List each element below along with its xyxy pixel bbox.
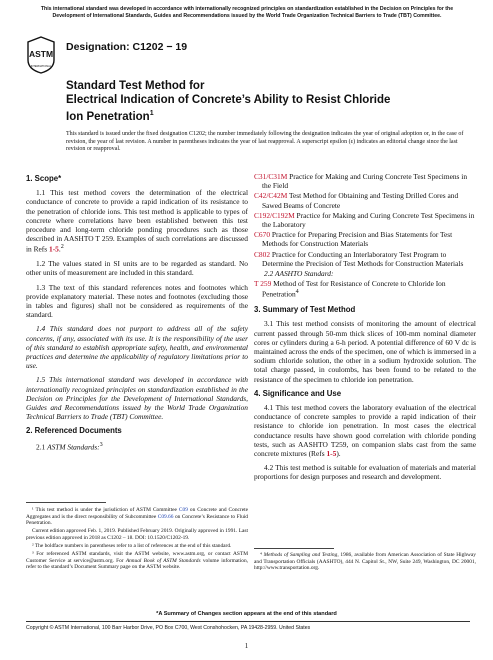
copyright: Copyright © ASTM International, 100 Barr Harbor Drive, PO Box C700, West Conshohocken, PA 19428-2959. United States xyxy=(26,625,311,631)
footnote-1: ¹ This test method is under the jurisdiction of ASTM Committee C09 on Concrete and Concrete Aggregates and is the direct responsibility of Subcommittee C09.66 on Concrete’s Resistance to Fluid Penetration. xyxy=(26,507,248,527)
astm-logo-icon xyxy=(26,36,56,74)
scope-para-5: 1.5 This international standard was developed in accordance with internationally recognized principles on standardization established in the Decision on Principles for the Development of International Standards, Guides and Recommendations issued by the World Trade Organization Technical Barriers to Trade (TBT) Committee. xyxy=(26,375,248,422)
reference-title: Practice for Making and Curing Concrete Test Specimens in the Field xyxy=(262,172,468,191)
reference-code-link[interactable]: C192/C192M xyxy=(254,210,295,220)
summary-of-changes-note: *A Summary of Changes section appears at the end of this standard xyxy=(156,611,337,617)
right-column xyxy=(254,172,476,487)
footnote-rule-left xyxy=(26,502,106,503)
footnote-2: ² The boldface numbers in parentheses refer to a list of references at the end of this standard. xyxy=(32,542,232,549)
document-title xyxy=(66,80,466,125)
referenced-para-1: 2.1 ASTM Standards:$^3$ xyxy=(36,441,103,452)
refs-link-2[interactable]: 1-5 xyxy=(326,448,337,458)
standard-note: This standard is issued under the fixed designation C1202; the number immediately following the designation indicates the year of original adoption or, in the case of revision, the year of last revision. A number in parentheses indicates the year of last reapproval. A superscript epsilon (ε) indicates an editorial change since the last revision or reapproval. xyxy=(66,131,464,152)
footnotes-left xyxy=(26,507,248,572)
reference-title: Test Method for Obtaining and Testing Drilled Cores and Sawed Beams of Concrete xyxy=(262,191,459,210)
scope-para-4: 1.4 This standard does not purport to address all of the safety concerns, if any, associated with its use. It is the responsibility of the user of this standard to establish appropriate safety, health, and environmental practices and determine the applicability of regulatory limitations prior to use. xyxy=(26,324,248,371)
significance-heading: 4. Significance and Use xyxy=(254,388,342,398)
reference-title: Practice for Preparing Precision and Bias Statements for Test Methods for Construction Materials xyxy=(262,230,453,249)
summary-para-1: 3.1 This test method consists of monitoring the amount of electrical current passed through 50-mm thick slices of 100-mm nominal diameter cores or cylinders during a 6-h period. A potential difference of 60 V dc is maintained across the ends of the specimen, one of which is immersed in a sodium chloride solution, the other in a sodium hydroxide solution. The total charge passed, in coulombs, has been found to be related to the resistance of the specimen to chloride ion penetration. xyxy=(254,319,476,384)
title-line-1: Standard Test Method for xyxy=(66,80,205,92)
reference-item xyxy=(254,230,476,248)
significance-para-1: 4.1 This test method covers the laboratory evaluation of the electrical conductance of concrete samples to provide a rapid indication of their resistance to chloride ion penetration. In most cases the electrical conductance results have shown good correlation with chloride ponding tests, such as AASHTO T259, on companion slabs cast from the same concrete mixtures (Refs 1-5). xyxy=(254,402,476,458)
footnote-3: ³ For referenced ASTM standards, visit the ASTM website, www.astm.org, or contact ASTM Customer Service at service@astm.org. For Annual Book of ASTM Standards volume information, refer to the standard’s Document Summary page on the ASTM website. xyxy=(26,551,249,571)
wto-notice: This international standard was developed in accordance with internationally recognized principles on standardization established in the Decision on Principles for the Development of International Standards, Guides and Recommendations issued by the World Trade Organization Technical Barriers to Trade (TBT) Committee. xyxy=(40,6,454,19)
referenced-standards-list xyxy=(254,172,476,268)
c09-link[interactable]: C09 xyxy=(178,507,188,513)
title-line-3: Ion Penetration$^1$ xyxy=(66,110,154,124)
left-column xyxy=(26,172,248,456)
reference-code-link[interactable]: C42/C42M xyxy=(254,191,288,201)
title-line-2: Electrical Indication of Concrete’s Ability to Resist Chloride xyxy=(66,93,391,106)
footnote-rule-right xyxy=(254,548,334,549)
reference-item xyxy=(254,191,476,209)
aashto-heading: 2.2 AASHTO Standard: xyxy=(264,269,334,279)
footnotes-right xyxy=(254,552,476,572)
reference-code-link[interactable]: C670 xyxy=(254,230,271,240)
reference-title: Practice for Making and Curing Concrete Test Specimens in the Laboratory xyxy=(262,210,475,230)
title-footnote-mark: 1 xyxy=(149,110,154,118)
refs-link[interactable]: 1-5 xyxy=(49,244,59,254)
svg-text:ASTM: ASTM xyxy=(28,49,54,59)
scope-para-1: 1.1 This test method covers the determination of the electrical conductance of concrete to provide a rapid indication of its resistance to the penetration of chloride ions. This test method is applicable to types of concrete where correlations have been established between this test procedure and long-term chloride ponding procedures such as those described in AASHTO T 259. Examples of such correlations are discussed in Refs 1-5.$^2$ xyxy=(26,188,248,254)
reference-item xyxy=(254,172,476,190)
reference-title: Practice for Conducting an Interlaboratory Test Program to Determine the Precision of Test Methods for Construction Materials xyxy=(262,249,464,268)
footnote-edition: Current edition approved Feb. 1, 2019. Published February 2019. Originally approved in 1991. Last previous edition approved in 2018 as C1202 – 18. DOI: 10.1520/C1202-19. xyxy=(26,528,248,541)
aashto-link[interactable]: T 259 xyxy=(254,279,272,289)
bottom-rule xyxy=(26,621,470,622)
svg-text:INTERNATIONAL: INTERNATIONAL xyxy=(30,65,52,68)
referenced-heading: 2. Referenced Documents xyxy=(26,426,122,436)
c0966-link[interactable]: C09.66 xyxy=(157,513,174,520)
reference-item xyxy=(254,250,476,268)
scope-para-3: 1.3 The text of this standard references notes and footnotes which provide explanatory material. These notes and footnotes (excluding those in tables and figures) shall not be considered as requirements of the standard. xyxy=(26,282,248,320)
summary-heading: 3. Summary of Test Method xyxy=(254,305,356,315)
reference-item xyxy=(254,211,476,229)
page-number: 1 xyxy=(244,642,249,650)
reference-code-link[interactable]: C31/C31M xyxy=(254,172,288,181)
scope-heading: 1. Scope* xyxy=(26,174,62,183)
designation: Designation: C1202 − 19 xyxy=(66,41,188,53)
scope-para-2: 1.2 The values stated in SI units are to be regarded as standard. No other units of measurement are included in this standard. xyxy=(26,259,248,278)
significance-para-2: 4.2 This test method is suitable for evaluation of materials and material proportions for design purposes and research and development. xyxy=(254,463,476,482)
aashto-ref: T 259 Method of Test for Resistance of Concrete to Chloride Ion Penetration$^4$ xyxy=(254,279,446,299)
reference-code-link[interactable]: C802 xyxy=(254,249,271,259)
footnote-4: ⁴ Methods of Sampling and Testing, 1986, available from American Association of State Highway and Transportation Officials (AASHTO), 444 N. Capitol St., NW, Suite 249, Washington, DC 20001, http://www.transportation.org. xyxy=(254,552,476,572)
